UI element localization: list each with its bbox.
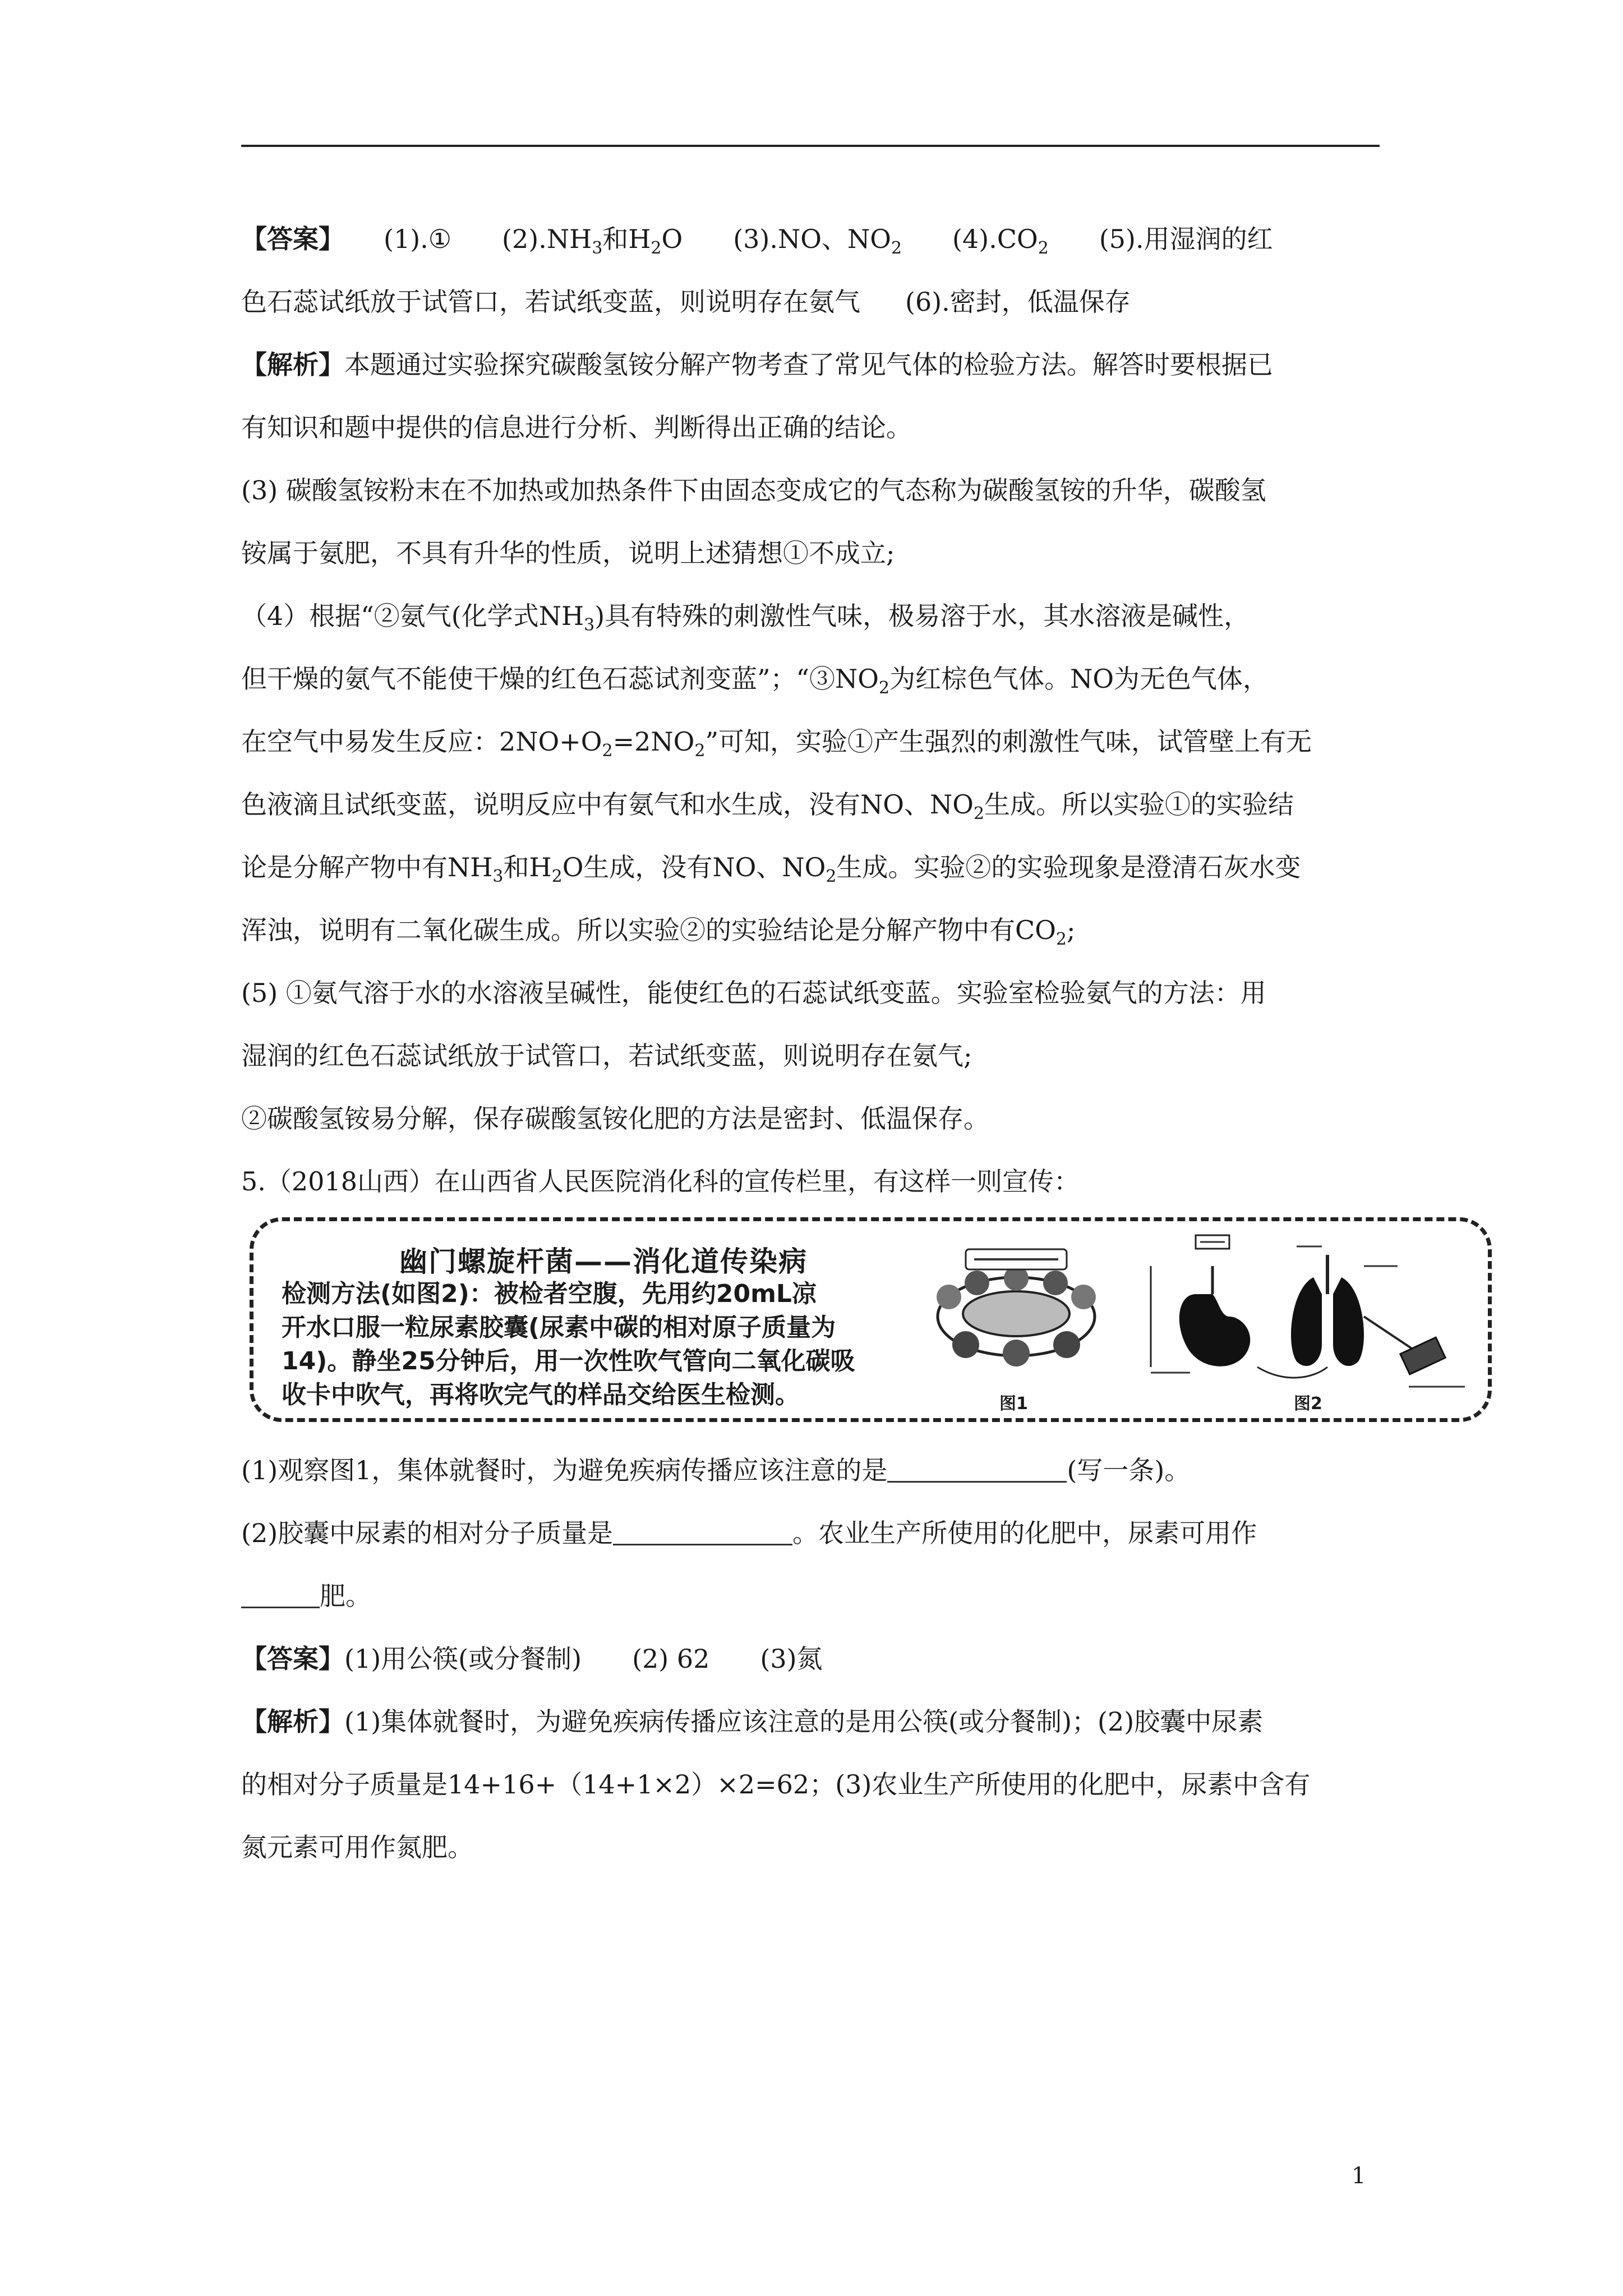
p4-text-1a: （4）根据“②氨气(化学式NH bbox=[241, 601, 584, 631]
figure-1-dining-illustration bbox=[926, 1244, 1106, 1373]
analysis-p3-line-1 bbox=[241, 459, 1380, 522]
analysis-p5-line-1 bbox=[241, 961, 1380, 1024]
analysis-line-2 bbox=[241, 396, 1380, 459]
p4-text-5c: O生成，没有NO、NO bbox=[562, 852, 826, 882]
analysis-p3-text-1: (3) 碳酸氢铵粉末在不加热或加热条件下由固态变成它的气态称为碳酸氢铵的升华，碳酸氢 bbox=[241, 475, 1266, 505]
notice-body bbox=[282, 1277, 915, 1412]
answer-item-5: (5).用湿润的红 bbox=[1099, 224, 1273, 254]
analysis-text-1: 本题通过实验探究碳酸氢铵分解产物考查了常见气体的检验方法。解答时要根据已 bbox=[344, 349, 1273, 380]
analysis-p3-text-2: 铵属于氨肥，不具有升华的性质，说明上述猜想①不成立; bbox=[241, 538, 895, 568]
p4-text-4a: 色液滴且试纸变蓝，说明反应中有氨气和水生成，没有NO、NO bbox=[241, 789, 974, 820]
notice-line-4: 收卡中吹气，再将吹完气的样品交给医生检测。 bbox=[282, 1381, 800, 1409]
p4-sub-6: 2 bbox=[1055, 930, 1067, 949]
p4-sub-5b: 2 bbox=[551, 867, 562, 886]
p5-text-1: (5) ①氨气溶于水的水溶液呈碱性，能使红色的石蕊试纸变蓝。实验室检验氨气的方法：用 bbox=[241, 978, 1266, 1008]
p4-text-1b: )具有特殊的刺激性气味，极易溶于水，其水溶液是碱性， bbox=[594, 601, 1250, 631]
question-5-part-2 bbox=[241, 1502, 1380, 1565]
answer-item-1: (1).① bbox=[384, 224, 452, 254]
p4-sub-5a: 3 bbox=[492, 867, 504, 886]
analysis-text-2: 有知识和题中提供的信息进行分析、判断得出正确的结论。 bbox=[241, 412, 912, 443]
answer-line-1 bbox=[241, 208, 1380, 270]
p4-text-6b: ; bbox=[1067, 915, 1076, 945]
p4-sub-2: 2 bbox=[879, 678, 890, 698]
answer-2-item-1: (1)用公筷(或分餐制) bbox=[344, 1644, 582, 1674]
p4-text-3a: 在空气中易发生反应：2NO+O bbox=[241, 726, 602, 757]
answer-2-item-3: (3)氮 bbox=[760, 1644, 823, 1674]
p5-text-2: 湿润的红色石蕊试纸放于试管口，若试纸变蓝，则说明存在氨气; bbox=[241, 1041, 972, 1071]
analysis-2-label: 【解析】 bbox=[241, 1706, 344, 1737]
analysis-line-1 bbox=[241, 333, 1380, 396]
q1-blank bbox=[887, 1455, 1067, 1483]
document-content bbox=[241, 208, 1380, 1213]
analysis-p4-line-4 bbox=[241, 773, 1380, 836]
p4-text-2a: 但干燥的氨气不能使干燥的红色石蕊试剂变蓝”；“③NO bbox=[241, 664, 879, 694]
figure-2-test-illustration bbox=[1128, 1232, 1476, 1395]
analysis-p4-line-5 bbox=[241, 836, 1380, 899]
answer-item-4: $(4).CO_2$ bbox=[952, 224, 1049, 258]
notice-line-3: 14)。静坐25分钟后，用一次性吹气管向二氧化碳吸 bbox=[282, 1347, 855, 1375]
q3-blank bbox=[241, 1581, 320, 1608]
p4-sub-1: 3 bbox=[584, 615, 595, 635]
analysis-2-text-2: 的相对分子质量是14+16+（14+1×2）×2=62；(3)农业生产所使用的化肥中，尿素中含有 bbox=[241, 1769, 1311, 1800]
p4-text-5b: 和H bbox=[503, 852, 552, 882]
q3-tail: 肥。 bbox=[320, 1581, 371, 1611]
analysis-p3-line-2 bbox=[241, 522, 1380, 585]
question-5-part-1 bbox=[241, 1439, 1380, 1502]
p4-text-4b: 生成。所以实验①的实验结 bbox=[984, 789, 1294, 820]
figure-1-label: 图1 bbox=[999, 1394, 1028, 1414]
p4-text-3c: ”可知，实验①产生强烈的刺激性气味，试管壁上有无 bbox=[705, 726, 1312, 757]
question-5-part-3 bbox=[241, 1565, 1380, 1627]
p4-sub-3a: 2 bbox=[602, 741, 613, 761]
analysis-p4-line-3 bbox=[241, 710, 1380, 773]
q2-text: (2)胶囊中尿素的相对分子质量是 bbox=[241, 1518, 614, 1548]
question-5-stem bbox=[241, 1150, 1380, 1213]
answer-2-line bbox=[241, 1627, 1380, 1690]
analysis-2-line-2 bbox=[241, 1753, 1380, 1816]
p4-sub-4: 2 bbox=[973, 804, 985, 823]
analysis-label: 【解析】 bbox=[241, 349, 344, 380]
p4-text-2b: 为红棕色气体。NO为无色气体， bbox=[889, 664, 1269, 694]
analysis-p5-line-3 bbox=[241, 1087, 1380, 1150]
p4-text-5d: 生成。实验②的实验现象是澄清石灰水变 bbox=[836, 852, 1301, 882]
p4-text-6a: 浑浊，说明有二氧化碳生成。所以实验②的实验结论是分解产物中有CO bbox=[241, 915, 1056, 945]
answer-item-2: $(2).NH_3$和$H_2O$ bbox=[502, 224, 683, 258]
p4-sub-3b: 2 bbox=[694, 741, 706, 761]
notice-title: 幽门螺旋杆菌——消化道传染病 bbox=[399, 1245, 808, 1278]
answer-2-label: 【答案】 bbox=[241, 1644, 344, 1674]
p4-text-3b: =2NO bbox=[612, 726, 695, 757]
answer-line-2-text: 色石蕊试纸放于试管口，若试纸变蓝，则说明存在氨气 bbox=[241, 287, 860, 317]
figure-2-label: 图2 bbox=[1294, 1394, 1322, 1414]
analysis-2-text-1: (1)集体就餐时，为避免疾病传播应该注意的是用公筷(或分餐制)；(2)胶囊中尿素 bbox=[344, 1706, 1264, 1737]
notice-line-1: 检测方法(如图2)：被检者空腹，先用约20mL凉 bbox=[282, 1280, 817, 1308]
question-5-stem-text: 5.（2018山西）在山西省人民医院消化科的宣传栏里，有这样一则宣传： bbox=[241, 1166, 1080, 1197]
question-5-content bbox=[241, 1439, 1380, 1879]
header-rule bbox=[241, 145, 1380, 147]
page-number: 1 bbox=[1352, 2163, 1366, 2189]
answer-label: 【答案】 bbox=[241, 224, 344, 254]
hospital-notice-image bbox=[250, 1217, 1492, 1422]
analysis-2-text-3: 氮元素可用作氮肥。 bbox=[241, 1832, 473, 1862]
q1-text: (1)观察图1，集体就餐时，为避免疾病传播应该注意的是 bbox=[241, 1455, 888, 1485]
analysis-2-line-3 bbox=[241, 1816, 1380, 1879]
p4-text-5a: 论是分解产物中有NH bbox=[241, 852, 493, 882]
notice-line-2: 开水口服一粒尿素胶囊(尿素中碳的相对原子质量为 bbox=[282, 1313, 836, 1342]
answer-line-2 bbox=[241, 270, 1380, 333]
p5-text-3: ②碳酸氢铵易分解，保存碳酸氢铵化肥的方法是密封、低温保存。 bbox=[241, 1103, 989, 1134]
q2-blank bbox=[613, 1518, 792, 1545]
answer-item-3: (3).NO、$NO_2$ bbox=[733, 224, 902, 258]
analysis-2-line-1 bbox=[241, 1690, 1380, 1753]
analysis-p4-line-2 bbox=[241, 647, 1380, 710]
q2-tail: 。农业生产所使用的化肥中，尿素可用作 bbox=[792, 1518, 1257, 1548]
answer-2-item-2: (2) 62 bbox=[632, 1644, 710, 1674]
analysis-p4-line-6 bbox=[241, 899, 1380, 961]
answer-item-6: (6).密封，低温保存 bbox=[905, 287, 1131, 317]
analysis-p4-line-1 bbox=[241, 585, 1380, 647]
analysis-p5-line-2 bbox=[241, 1024, 1380, 1087]
q1-tail: (写一条)。 bbox=[1067, 1455, 1191, 1485]
p4-sub-5c: 2 bbox=[826, 867, 837, 886]
